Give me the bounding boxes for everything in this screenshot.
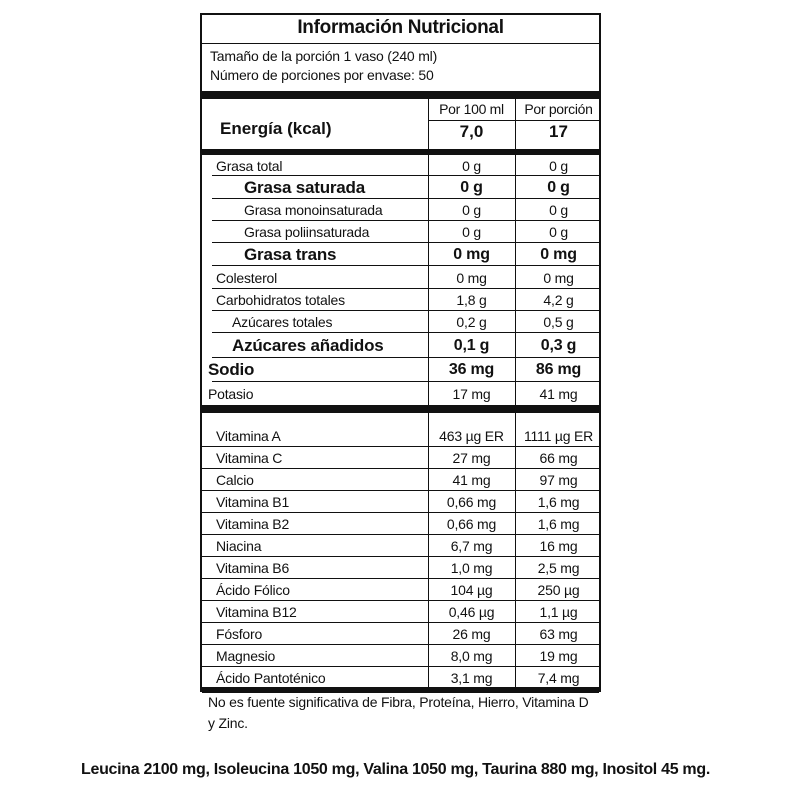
nutrient-row	[202, 358, 599, 382]
nutrient-per100: 0 g	[462, 224, 481, 240]
nutrient-row	[202, 382, 599, 405]
vitamin-per100: 26 mg	[452, 626, 491, 642]
nutrient-per-serving: 41 mg	[539, 385, 578, 402]
nutrient-name: Azúcares totales	[232, 314, 333, 330]
vitamin-per-serving: 1111 µg ER	[523, 428, 594, 444]
footnote: No es fuente significativa de Fibra, Proteína, Hierro, Vitamina D y Zinc.	[208, 694, 589, 731]
vitamin-row	[202, 667, 599, 689]
vitamin-per100: 463 µg ER	[439, 428, 504, 444]
vitamin-per100: 27 mg	[452, 450, 491, 466]
nutrient-row	[202, 155, 599, 176]
vitamin-per-serving: 63 mg	[539, 626, 578, 642]
nutrient-row	[202, 289, 599, 311]
vitamin-name: Fósforo	[216, 626, 263, 642]
vitamin-row	[202, 535, 599, 557]
nutrient-per-serving: 0 g	[549, 202, 568, 218]
column-header	[202, 99, 599, 149]
vitamin-per-serving: 2,5 mg	[537, 560, 580, 576]
vitamin-per-serving: 7,4 mg	[537, 670, 580, 686]
servings-per-container: Número de porciones por envase: 50	[210, 67, 434, 83]
nutrient-per100: 36 mg	[448, 361, 495, 378]
vitamin-per100: 0,46 µg	[448, 604, 495, 620]
nutrient-per-serving: 0 g	[549, 157, 568, 174]
nutrient-per100: 0 mg	[456, 269, 487, 286]
title-divider	[202, 43, 599, 44]
nutrient-per100: 0 mg	[453, 245, 490, 263]
vitamin-per-serving: 16 mg	[539, 538, 578, 554]
vitamin-per100: 104 µg	[450, 582, 493, 598]
serving-size: Tamaño de la porción 1 vaso (240 ml)	[210, 48, 438, 64]
vitamin-per100: 41 mg	[452, 472, 491, 488]
nutrient-per-serving: 0 mg	[540, 245, 577, 263]
nutrient-row	[202, 199, 599, 221]
nutrient-per-serving: 0 mg	[543, 269, 574, 286]
nutrient-per100: 0 g	[462, 157, 481, 174]
energy-per100: 7,0	[459, 122, 484, 141]
vitamin-name: Vitamina A	[216, 428, 281, 444]
nutrient-name: Grasa total	[216, 157, 283, 174]
nutrient-name: Potasio	[208, 385, 254, 402]
vitamin-per-serving: 1,6 mg	[537, 516, 580, 532]
nutrient-per100: 17 mg	[452, 385, 491, 402]
vitamin-per-serving: 97 mg	[539, 472, 578, 488]
vitamin-per100: 1,0 mg	[450, 560, 493, 576]
vitamin-name: Vitamina C	[216, 450, 283, 466]
nutrient-per-serving: 0 g	[549, 224, 568, 240]
nutrient-per100: 0 g	[460, 178, 483, 196]
nutrient-row	[202, 311, 599, 333]
vitamin-name: Niacina	[216, 538, 262, 554]
nutrient-name: Sodio	[208, 360, 255, 379]
vitamin-per-serving: 250 µg	[537, 582, 580, 598]
col-per-serving-header: Por porción	[524, 101, 593, 117]
vitamin-name: Vitamina B1	[216, 494, 290, 510]
vitamin-name: Ácido Pantoténico	[216, 670, 326, 686]
nutrient-per-serving: 0,5 g	[543, 314, 574, 330]
amino-acids-note: Leucina 2100 mg, Isoleucina 1050 mg, Valina 1050 mg, Taurina 880 mg, Inositol 45 mg.	[81, 761, 710, 778]
nutrient-per-serving: 0,3 g	[540, 336, 577, 354]
vitamin-name: Vitamina B12	[216, 604, 297, 620]
vitamin-per-serving: 1,6 mg	[537, 494, 580, 510]
nutrient-name: Colesterol	[216, 269, 278, 286]
nutrient-per100: 0,2 g	[456, 314, 487, 330]
nutrient-name: Carbohidratos totales	[216, 292, 345, 308]
vitamin-row	[202, 557, 599, 579]
vitamin-row	[202, 469, 599, 491]
nutrient-name: Azúcares añadidos	[232, 335, 384, 355]
nutrient-per100: 0,1 g	[453, 336, 490, 354]
energy-per-serving: 17	[549, 122, 568, 141]
vitamin-per100: 8,0 mg	[450, 648, 493, 664]
vitamin-per-serving: 1,1 µg	[539, 604, 578, 620]
nutrient-per100: 0 g	[462, 202, 481, 218]
thick-divider-nutrients	[202, 405, 599, 413]
col-per100-header: Por 100 ml	[439, 101, 504, 117]
vitamin-row	[202, 645, 599, 667]
vitamin-row	[202, 447, 599, 469]
vitamin-name: Ácido Fólico	[216, 582, 290, 598]
thick-divider-top	[202, 91, 599, 99]
nutrient-row	[202, 221, 599, 243]
vitamin-row	[202, 623, 599, 645]
nutrient-name: Grasa monoinsaturada	[244, 202, 383, 218]
vitamin-name: Magnesio	[216, 648, 276, 664]
vitamin-name: Calcio	[216, 472, 254, 488]
nutrition-facts-label	[200, 13, 601, 692]
nutrient-per-serving: 86 mg	[535, 361, 582, 378]
vitamin-row	[202, 513, 599, 535]
nutrient-name: Grasa saturada	[244, 177, 365, 197]
nutrient-row	[202, 333, 599, 358]
nutrient-row	[202, 176, 599, 199]
nutrient-name: Grasa trans	[244, 244, 337, 264]
vitamin-name: Vitamina B2	[216, 516, 290, 532]
energy-label: Energía (kcal)	[220, 119, 332, 138]
vitamin-per-serving: 19 mg	[539, 648, 578, 664]
vitamin-row	[202, 601, 599, 623]
vitamin-per100: 0,66 mg	[446, 516, 497, 532]
vitamin-per100: 0,66 mg	[446, 494, 497, 510]
nutrient-per-serving: 0 g	[547, 178, 570, 196]
nutrient-per100: 1,8 g	[456, 292, 487, 308]
vitamin-row	[202, 425, 599, 447]
vitamin-per100: 6,7 mg	[450, 538, 493, 554]
vitamin-row	[202, 491, 599, 513]
vitamin-name: Vitamina B6	[216, 560, 290, 576]
nutrient-row	[202, 243, 599, 266]
nutrient-row	[202, 266, 599, 289]
vitamin-per100: 3,1 mg	[450, 670, 493, 686]
nutrient-per-serving: 4,2 g	[543, 292, 574, 308]
vitamin-per-serving: 66 mg	[539, 450, 578, 466]
label-title: Información Nutricional	[297, 17, 504, 38]
nutrient-name: Grasa poliinsaturada	[244, 224, 370, 240]
vitamin-row	[202, 579, 599, 601]
